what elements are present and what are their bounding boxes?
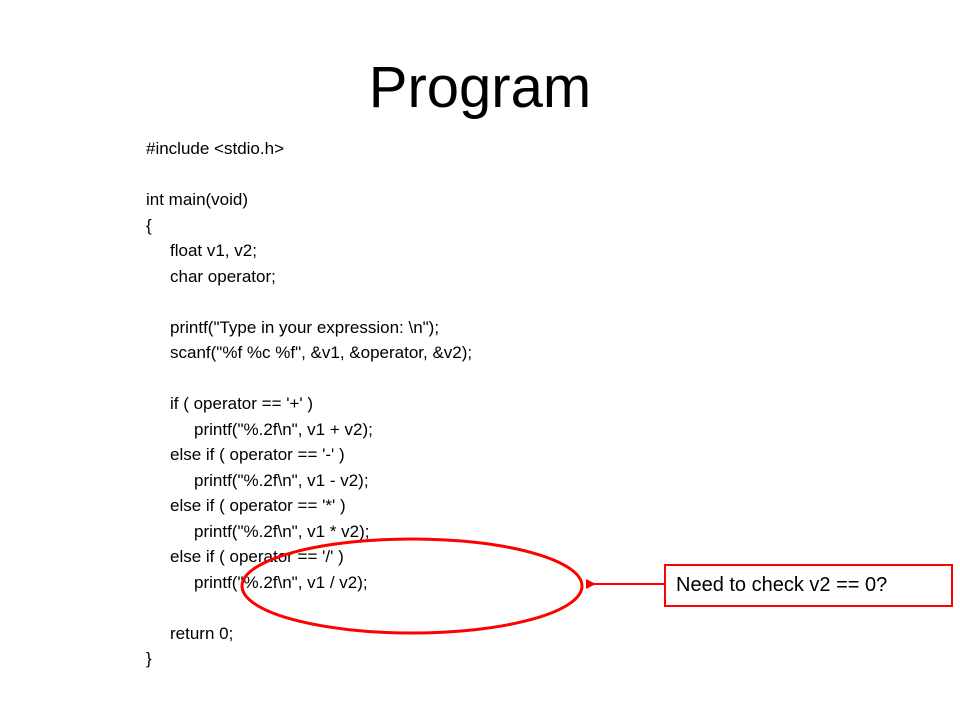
code-line: printf("Type in your expression: \n"); <box>170 317 440 337</box>
code-line: else if ( operator == '*' ) <box>170 496 346 515</box>
code-line <box>146 595 472 621</box>
code-line: return 0; <box>170 623 234 643</box>
code-line: } <box>146 649 152 668</box>
callout-note: Need to check v2 == 0? <box>664 564 953 607</box>
code-line: if ( operator == '+' ) <box>170 394 314 413</box>
code-line: scanf("%f %c %f", &v1, &operator, &v2); <box>170 343 473 362</box>
code-line: printf("%.2f\n", v1 / v2); <box>194 572 368 592</box>
code-line: printf("%.2f\n", v1 + v2); <box>194 419 373 439</box>
slide-title: Program <box>368 55 592 120</box>
code-line: #include <stdio.h> <box>146 139 284 158</box>
code-line <box>146 162 472 188</box>
code-listing <box>146 136 472 672</box>
code-line: char operator; <box>170 266 276 286</box>
code-line: printf("%.2f\n", v1 - v2); <box>194 470 369 490</box>
code-line: printf("%.2f\n", v1 * v2); <box>194 521 370 541</box>
code-line <box>146 366 472 392</box>
code-line: { <box>146 215 152 235</box>
code-line <box>146 289 472 315</box>
code-line: float v1, v2; <box>170 241 257 260</box>
code-line: else if ( operator == '-' ) <box>170 445 345 464</box>
code-line: int main(void) <box>146 190 249 209</box>
code-line: else if ( operator == '/' ) <box>170 547 344 566</box>
